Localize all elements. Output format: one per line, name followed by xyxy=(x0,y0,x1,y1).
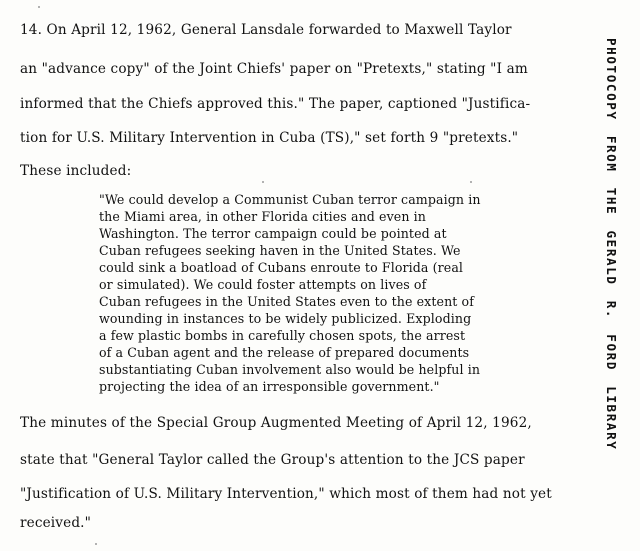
quote-line: wounding in instances to be widely publicized. Exploding xyxy=(99,311,472,326)
text-line: an "advance copy" of the Joint Chiefs' paper on "Pretexts," stating "I am xyxy=(20,61,528,77)
scan-speck xyxy=(95,543,97,545)
text-line: These included: xyxy=(20,163,132,179)
quote-line: the Miami area, in other Florida cities and even in xyxy=(99,209,427,224)
text-line: state that "General Taylor called the Group's attention to the JCS paper xyxy=(20,452,525,468)
text-line: The minutes of the Special Group Augmented Meeting of April 12, 1962, xyxy=(20,415,532,431)
quote-line: projecting the idea of an irresponsible government." xyxy=(99,379,440,394)
quote-line: of a Cuban agent and the release of prepared documents xyxy=(99,345,470,360)
quote-line: substantiating Cuban involvement also would be helpful in xyxy=(99,362,481,377)
scan-speck xyxy=(38,6,40,8)
quote-line: could sink a boatload of Cubans enroute to Florida (real xyxy=(99,260,464,275)
quote-line: Washington. The terror campaign could be pointed at xyxy=(99,226,447,241)
quote-line: Cuban refugees in the United States even to the extent of xyxy=(99,294,474,309)
quote-line: Cuban refugees seeking haven in the United States. We xyxy=(99,243,461,258)
text-line: tion for U.S. Military Intervention in Cuba (TS)," set forth 9 "pretexts." xyxy=(20,130,519,146)
archive-stamp: PHOTOCOPY FROM THE GERALD R. FORD LIBRARY xyxy=(604,38,619,451)
scan-speck xyxy=(262,181,264,183)
scan-speck xyxy=(470,181,472,183)
quote-line: or simulated). We could foster attempts on lives of xyxy=(99,277,427,292)
text-line: "Justification of U.S. Military Intervention," which most of them had not yet xyxy=(20,486,552,502)
text-line: received." xyxy=(20,515,92,531)
quote-line: a few plastic bombs in carefully chosen spots, the arrest xyxy=(99,328,466,343)
quote-line: "We could develop a Communist Cuban terror campaign in xyxy=(99,192,481,207)
text-line: informed that the Chiefs approved this." The paper, captioned "Justifica- xyxy=(20,96,531,112)
text-line: 14. On April 12, 1962, General Lansdale forwarded to Maxwell Taylor xyxy=(20,22,512,38)
